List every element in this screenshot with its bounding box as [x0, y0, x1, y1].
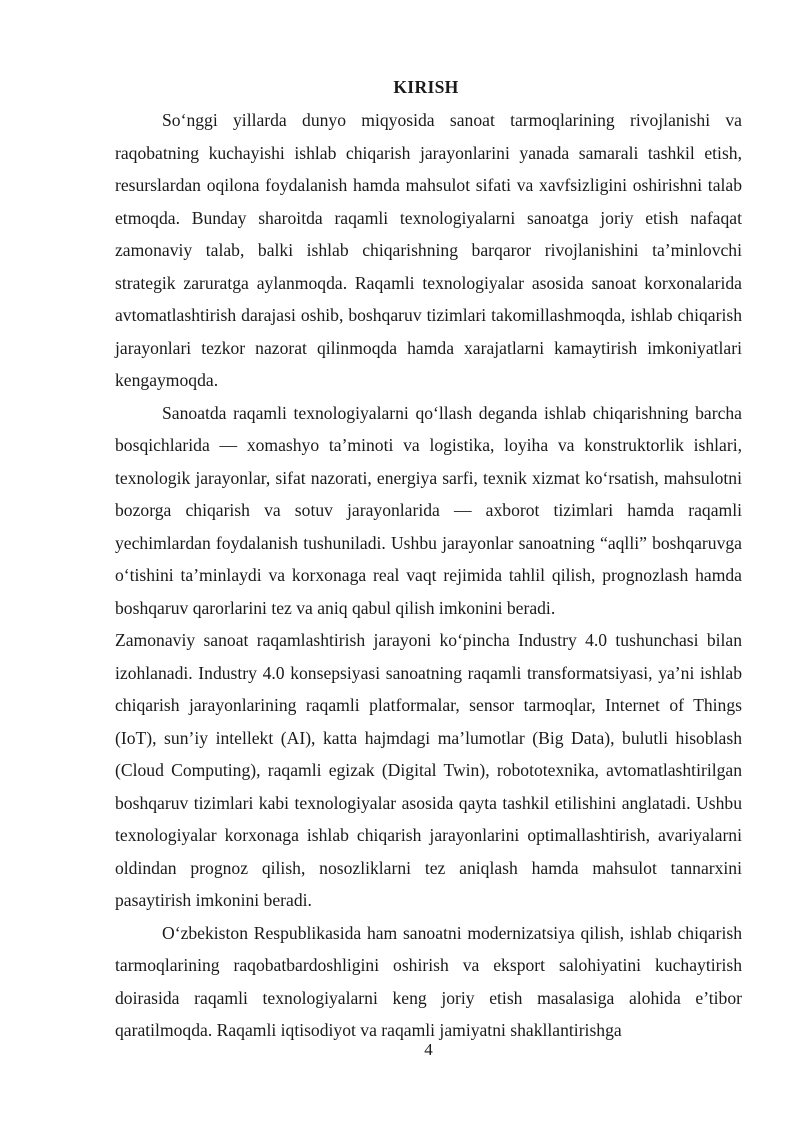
body-text	[115, 104, 742, 1047]
page-number: 4	[424, 1040, 433, 1059]
paragraph-intro: So‘nggi yillarda dunyo miqyosida sanoat tarmoqlarining rivojlanishi va raqobatning kuchayishi ishlab chiqarish jarayonlarini yanada samarali tashkil etish, resurslardan oqilona foydalanish hamda mahsulot sifati va xavfsizligini oshirishni talab etmoqda. Bunday sharoitda raqamli texnologiyalarni sanoatga joriy etish nafaqat zamonaviy talab, balki ishlab chiqarishning barqaror rivojlanishini ta’minlovchi strategik zaruratga aylanmoqda. Raqamli texnologiyalar asosida sanoat korxonalarida avtomatlashtirish darajasi oshib, boshqaruv tizimlari takomillashmoqda, ishlab chiqarish jarayonlari tezkor nazorat qilinmoqda hamda xarajatlarni kamaytirish imkoniyatlari kengaymoqda.	[115, 110, 742, 390]
paragraph-industry-4: Zamonaviy sanoat raqamlashtirish jarayoni ko‘pincha Industry 4.0 tushunchasi bilan izohlanadi. Industry 4.0 konsepsiyasi sanoatning raqamli transformatsiyasi, ya’ni ishlab chiqarish jarayonlarining raqamli platformalar, sensor tarmoqlar, Internet of Things (IoT), sun’iy intellekt (AI), katta hajmdagi ma’lumotlar (Big Data), bulutli hisoblash (Cloud Computing), raqamli egizak (Digital Twin), robototexnika, avtomatlashtirilgan boshqaruv tizimlari kabi texnologiyalar asosida qayta tashkil etilishini anglatadi. Ushbu texnologiyalar korxonaga ishlab chiqarish jarayonlarini optimallashtirish, avariyalarni oldindan prognoz qilish, nosozliklarni tez aniqlash hamda mahsulot tannarxini pasaytirish imkonini beradi.	[115, 630, 742, 910]
paragraph-uzbekistan: O‘zbekiston Respublikasida ham sanoatni modernizatsiya qilish, ishlab chiqarish tarmoqlarining raqobatbardoshligini oshirish va eksport salohiyatini kuchaytirish doirasida raqamli texnologiyalarni keng joriy etish masalasiga alohida e’tibor qaratilmoqda. Raqamli iqtisodiyot va raqamli jamiyatni shakllantirishga	[115, 922, 742, 1040]
section-title: KIRISH	[393, 77, 459, 97]
paragraph-digital-technologies: Sanoatda raqamli texnologiyalarni qo‘llash deganda ishlab chiqarishning barcha bosqichlarida — xomashyo ta’minoti va logistika, loyiha va konstruktorlik ishlari, texnologik jarayonlar, sifat nazorati, energiya sarfi, texnik xizmat ko‘rsatish, mahsulotni bozorga chiqarish va sotuv jarayonlarida — axborot tizimlari hamda raqamli yechimlardan foydalanish tushuniladi. Ushbu jarayonlar sanoatning “aqlli” boshqaruvga o‘tishini ta’minlaydi va korxonaga real vaqt rejimida tahlil qilish, prognozlash hamda boshqaruv qarorlarini tez va aniq qabul qilish imkonini beradi.	[115, 402, 742, 618]
